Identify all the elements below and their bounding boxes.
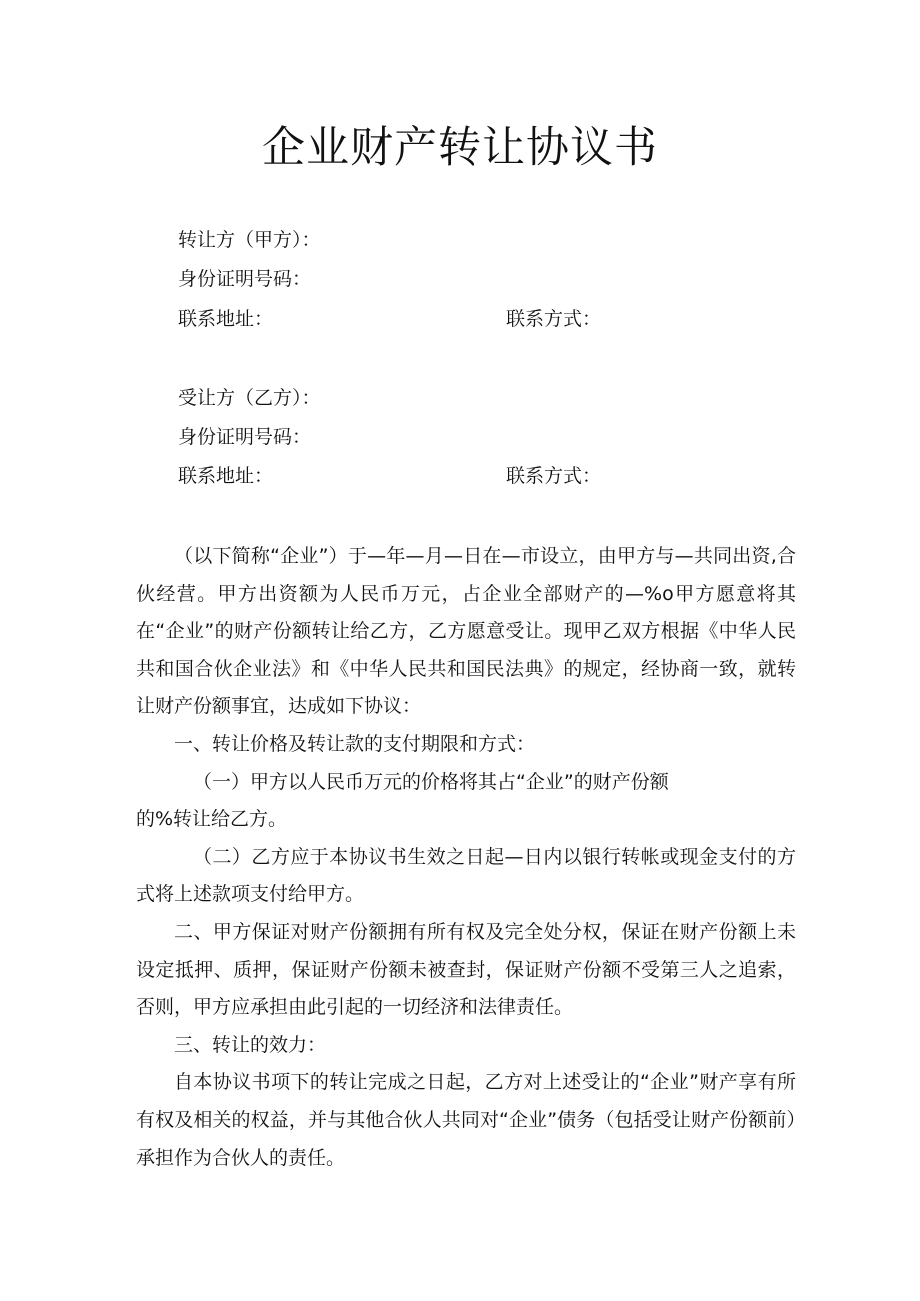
party-b-id-label: 身份证明号码： xyxy=(178,426,312,448)
party-b-address-label: 联系地址： xyxy=(178,465,274,487)
clause-3-paragraph: 自本协议书项下的转让完成之日起，乙方对上述受让的“企业”财产享有所有权及相关的权益，并与其他合伙人共同对“企业”债务（包括受让财产份额前）承担作为合伙人的责任。 xyxy=(136,1071,796,1169)
document-title: 企业财产转让协议书 xyxy=(262,123,658,173)
party-a-address-label: 联系地址： xyxy=(178,308,274,330)
party-b-name-label: 受让方（乙方）： xyxy=(178,387,321,409)
agreement-body xyxy=(136,538,796,1177)
clause-1-item-2: （二）乙方应于本协议书生效之日起—日内以银行转帐或现金支付的方式将上述款项支付给甲方。 xyxy=(136,845,796,906)
clause-3-heading: 三、转让的效力： xyxy=(174,1033,327,1056)
clause-1-item-1-line-2: 的%转让给乙方。 xyxy=(136,808,288,831)
party-a-name-label: 转让方（甲方）： xyxy=(178,229,321,251)
party-b-contact-label: 联系方式： xyxy=(506,465,602,487)
party-a-id-label: 身份证明号码： xyxy=(178,268,312,290)
clause-1-item-1-line-1: （一）甲方以人民币万元的价格将其占“企业”的财产份额 xyxy=(193,770,669,793)
clause-2-paragraph: 二、甲方保证对财产份额拥有所有权及完全处分权，保证在财产份额上未设定抵押、质押，保证财产份额未被查封，保证财产份额不受第三人之追索，否则，甲方应承担由此引起的一切经济和法律责任。 xyxy=(136,920,796,1019)
clause-1-heading: 一、转让价格及转让款的支付期限和方式： xyxy=(174,732,536,755)
party-a-contact-label: 联系方式： xyxy=(506,308,602,330)
intro-paragraph: （以下简称“企业”）于—年—月—日在—市设立，由甲方与—共同出资,合伙经营。甲方出资额为人民币万元，占企业全部财产的—%o甲方愿意将其在“企业”的财产份额转让给乙方，乙方愿意受让。现甲乙双方根据《中华人民共和国合伙企业法》和《中华人民共和国民法典》的规定，经协商一致，就转让财产份额事宜，达成如下协议： xyxy=(136,545,796,718)
